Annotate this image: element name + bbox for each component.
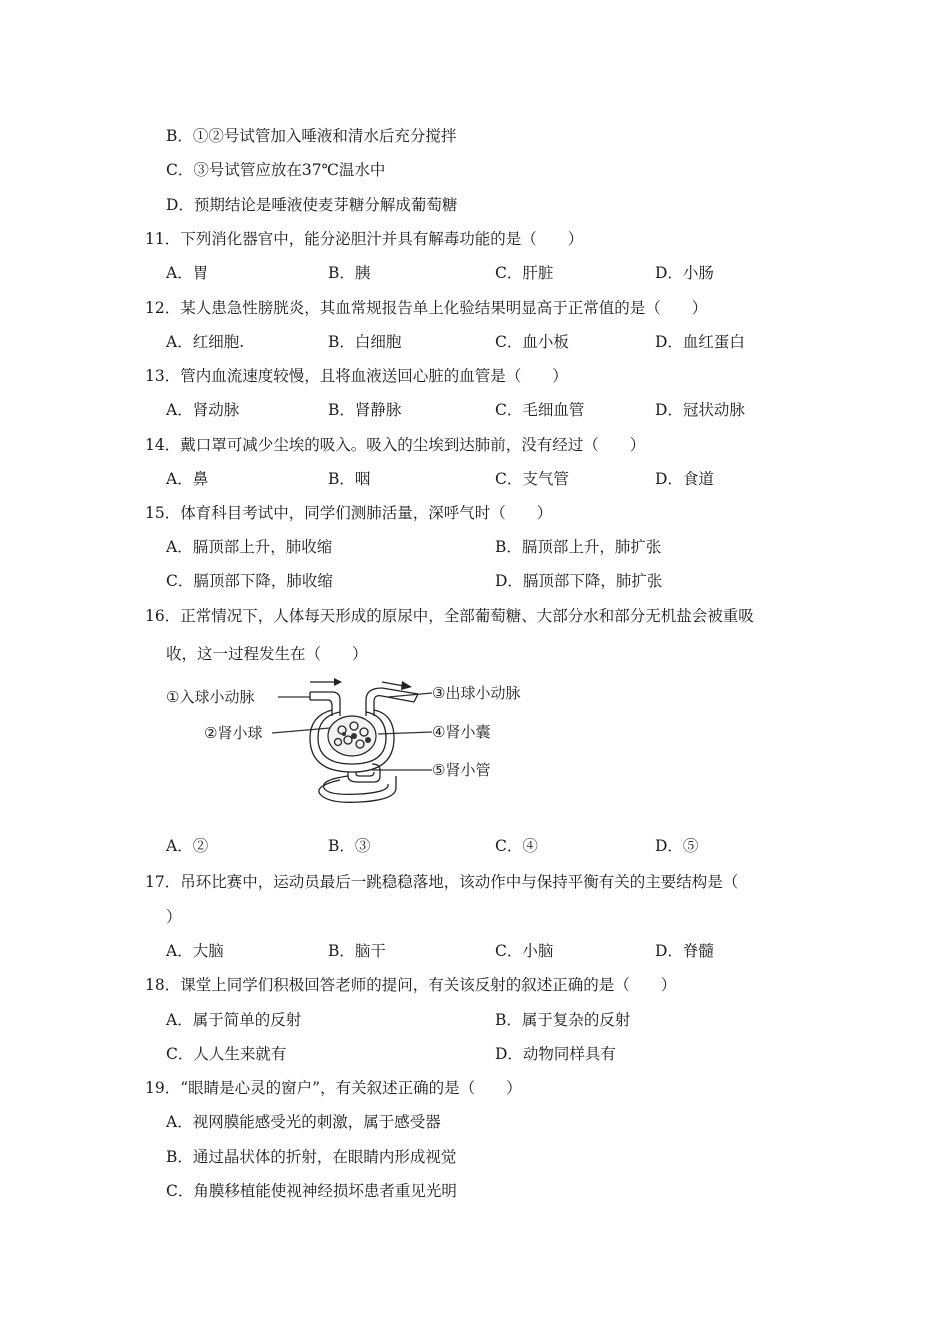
q16-option-b: B．③ xyxy=(328,837,371,855)
leader-line-2 xyxy=(272,728,330,733)
glomerulus-shape xyxy=(328,716,376,756)
leader-line-3 xyxy=(388,693,432,697)
q15-option-b: B．膈顶部上升，肺扩张 xyxy=(495,538,662,556)
q17-stem-line2: ） xyxy=(166,908,182,926)
q14-option-c: C．支气管 xyxy=(495,470,569,488)
q14-option-b: B．咽 xyxy=(328,470,371,488)
q16-option-d: D．⑤ xyxy=(655,837,699,855)
q18-option-b: B．属于复杂的反射 xyxy=(495,1011,631,1029)
q15-option-a: A．膈顶部上升，肺收缩 xyxy=(166,538,333,556)
q19-option-a: A．视网膜能感受光的刺激，属于感受器 xyxy=(166,1113,441,1131)
q14-option-a: A．鼻 xyxy=(166,470,209,488)
q11-stem: 11．下列消化器官中，能分泌胆汁并具有解毒功能的是（ ） xyxy=(145,230,584,248)
q18-option-c: C．人人生来就有 xyxy=(166,1045,287,1063)
label-renal-capsule: ④肾小囊 xyxy=(432,723,491,741)
q13-option-d: D．冠状动脉 xyxy=(655,401,745,419)
q18-stem: 18．课堂上同学们积极回答老师的提问，有关该反射的叙述正确的是（ ） xyxy=(145,976,677,994)
q13-option-a: A．肾动脉 xyxy=(166,401,240,419)
q15-option-d: D．膈顶部下降，肺扩张 xyxy=(495,572,663,590)
label-renal-tubule: ⑤肾小管 xyxy=(432,761,491,779)
q14-stem: 14．戴口罩可减少尘埃的吸入。吸入的尘埃到达肺前，没有经过（ ） xyxy=(145,436,646,454)
q17-option-c: C．小脑 xyxy=(495,942,554,960)
q13-option-c: C．毛细血管 xyxy=(495,401,585,419)
q15-option-c: C．膈顶部下降，肺收缩 xyxy=(166,572,333,590)
q11-option-b: B．胰 xyxy=(328,264,371,282)
q17-stem-line1: 17．吊环比赛中，运动员最后一跳稳稳落地，该动作中与保持平衡有关的主要结构是（ xyxy=(145,873,739,891)
q12-option-d: D．血红蛋白 xyxy=(655,333,745,351)
q16-stem-line1: 16．正常情况下，人体每天形成的原尿中，全部葡萄糖、大部分水和部分无机盐会被重吸 xyxy=(145,607,754,625)
q17-option-b: B．脑干 xyxy=(328,942,386,960)
q10-option-b: B．①②号试管加入唾液和清水后充分搅拌 xyxy=(166,127,457,145)
q19-stem: 19．“眼睛是心灵的窗户”，有关叙述正确的是（ ） xyxy=(145,1079,522,1097)
q13-stem: 13．管内血流速度较慢，且将血液送回心脏的血管是（ ） xyxy=(145,367,568,385)
q19-option-c: C．角膜移植能使视神经损坏患者重见光明 xyxy=(166,1182,457,1200)
q11-option-d: D．小肠 xyxy=(655,264,714,282)
q10-option-d: D．预期结论是唾液使麦芽糖分解成葡萄糖 xyxy=(166,196,458,214)
q16-option-c: C．④ xyxy=(495,837,538,855)
q19-option-b: B．通过晶状体的折射，在眼睛内形成视觉 xyxy=(166,1148,457,1166)
arrow-icon-in xyxy=(310,678,342,686)
q14-option-d: D．食道 xyxy=(655,470,714,488)
q10-option-c: C．③号试管应放在37℃温水中 xyxy=(166,161,386,179)
q17-option-a: A．大脑 xyxy=(166,942,224,960)
label-glomerulus: ②肾小球 xyxy=(204,724,263,742)
label-efferent-arteriole: ③出球小动脉 xyxy=(432,684,521,702)
q13-option-b: B．肾静脉 xyxy=(328,401,402,419)
q11-option-c: C．肝脏 xyxy=(495,264,554,282)
q17-option-d: D．脊髓 xyxy=(655,942,714,960)
nephron-diagram xyxy=(160,672,560,807)
q15-stem: 15．体育科目考试中，同学们测肺活量，深呼气时（ ） xyxy=(145,504,553,522)
q12-stem: 12．某人患急性膀胱炎，其血常规报告单上化验结果明显高于正常值的是（ ） xyxy=(145,299,708,317)
q18-option-a: A．属于简单的反射 xyxy=(166,1011,302,1029)
q18-option-d: D．动物同样具有 xyxy=(495,1045,616,1063)
q12-option-a: A．红细胞. xyxy=(166,333,245,351)
q11-option-a: A．胃 xyxy=(166,264,209,282)
q16-stem-line2: 收，这一过程发生在（ ） xyxy=(166,645,368,663)
q16-option-a: A．② xyxy=(166,837,209,855)
q12-option-b: B．白细胞 xyxy=(328,333,402,351)
efferent-arteriole-shape xyxy=(366,688,418,716)
q12-option-c: C．血小板 xyxy=(495,333,569,351)
label-afferent-arteriole: ①入球小动脉 xyxy=(166,688,255,706)
